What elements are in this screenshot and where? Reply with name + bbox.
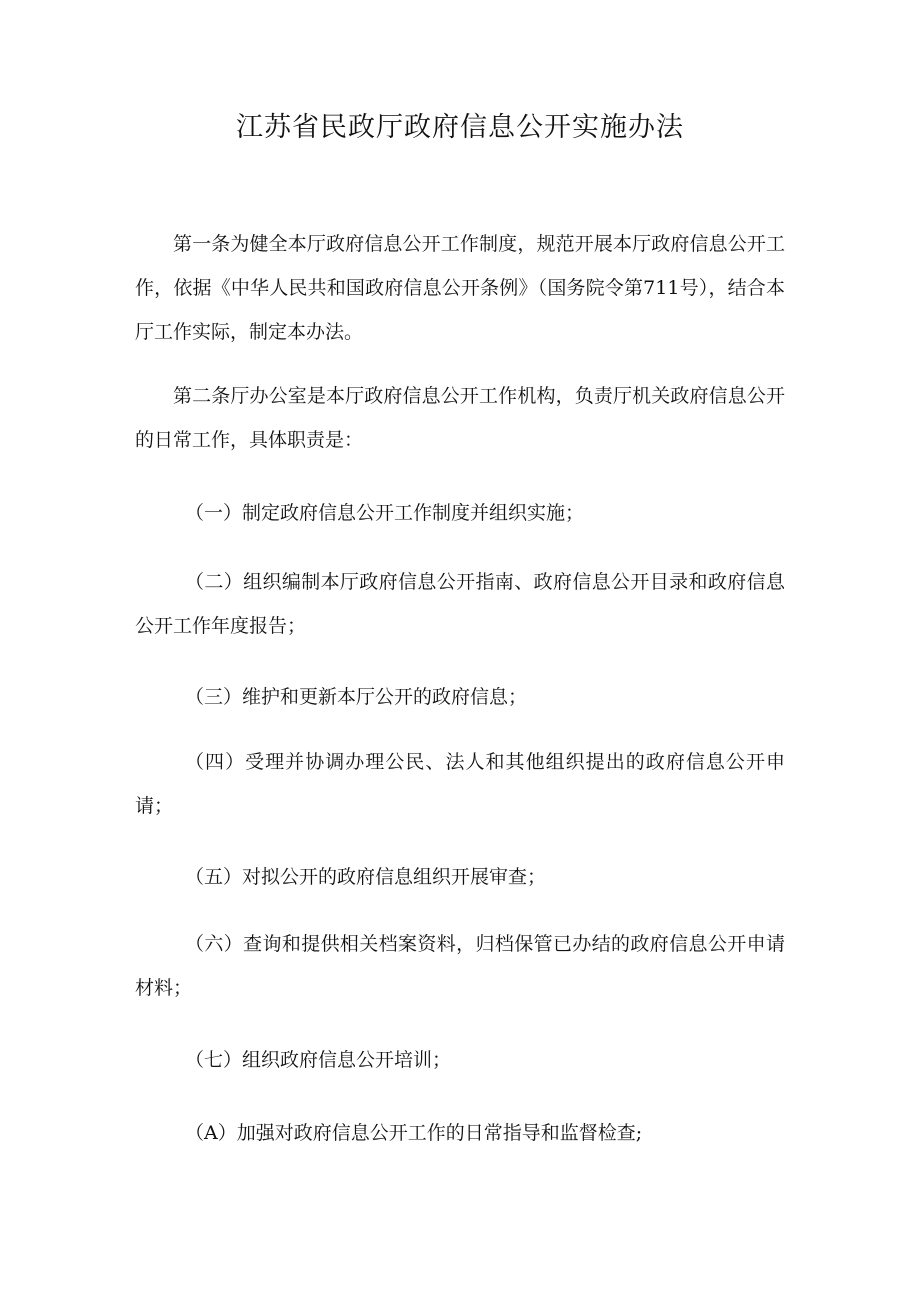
duty-item-4: （四）受理并协调办理公民、法人和其他组织提出的政府信息公开申请； [135,751,785,817]
duty-item-2: （二）组织编制本厅政府信息公开指南、政府信息公开目录和政府信息公开工作年度报告； [135,571,785,637]
duty-item-3: （三）维护和更新本厅公开的政府信息； [185,686,528,708]
duty-item-6: （六）查询和提供相关档案资料，归档保管已办结的政府信息公开申请材料； [135,933,785,999]
article-2-paragraph: 第二条厅办公室是本厅政府信息公开工作机构，负责厅机关政府信息公开的日常工作，具体职责是： [135,385,785,451]
article-1-paragraph: 第一条为健全本厅政府信息公开工作制度，规范开展本厅政府信息公开工作，依据《中华人民共和国政府信息公开条例》（国务院令第711号），结合本厅工作实际，制定本办法。 [135,233,785,343]
duty-item-8: （A）加强对政府信息公开工作的日常指导和监督检查; [185,1122,643,1144]
document-title: 江苏省民政厅政府信息公开实施办法 [236,112,684,143]
duty-item-5: （五）对拟公开的政府信息组织开展审查； [185,866,547,888]
duty-item-7: （七）组织政府信息公开培训； [185,1049,452,1071]
duty-item-1: （一）制定政府信息公开工作制度并组织实施； [185,502,585,524]
